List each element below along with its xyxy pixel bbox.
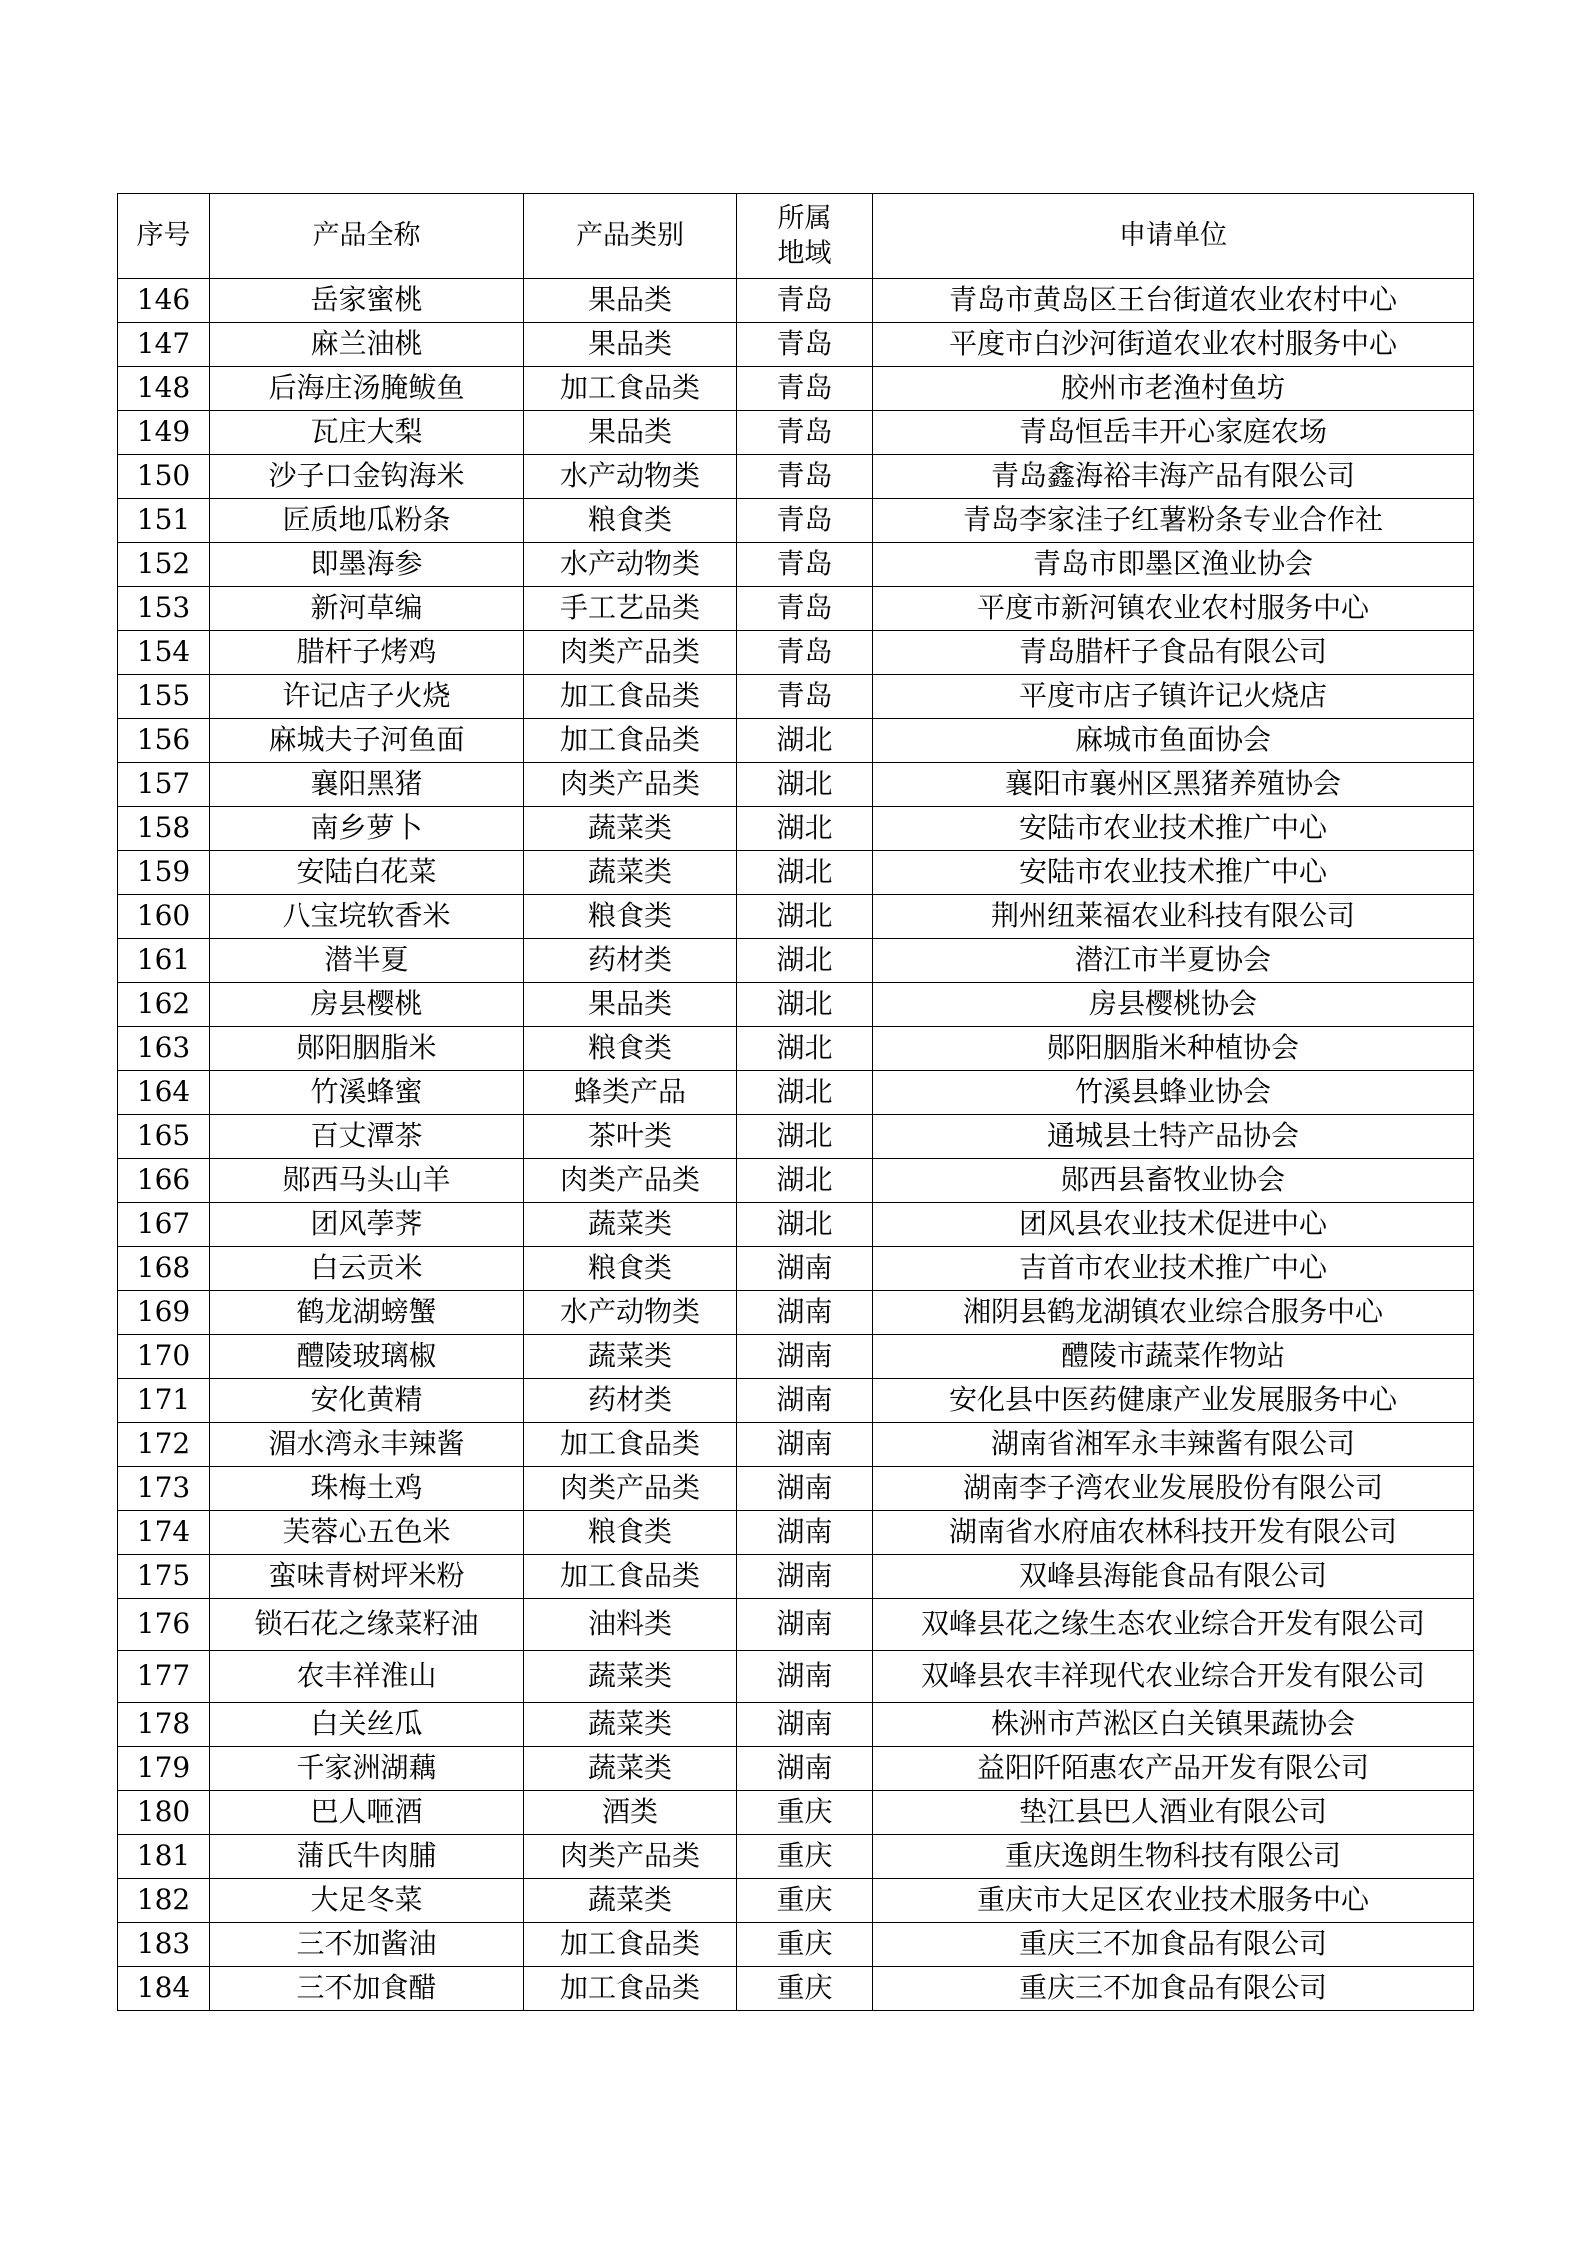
- cell-index: 152: [118, 543, 210, 587]
- cell-index: 150: [118, 455, 210, 499]
- cell-region: 湖北: [737, 1071, 873, 1115]
- cell-applicant: 竹溪县蜂业协会: [873, 1071, 1474, 1115]
- cell-product-name: 腊杆子烤鸡: [210, 631, 524, 675]
- table-body: [118, 279, 1474, 2011]
- table-row: [118, 1467, 1474, 1511]
- cell-product-name: 鹤龙湖螃蟹: [210, 1291, 524, 1335]
- cell-index: 154: [118, 631, 210, 675]
- cell-category: 加工食品类: [524, 1967, 737, 2011]
- table-row: [118, 1511, 1474, 1555]
- table-row: [118, 763, 1474, 807]
- cell-applicant: 青岛腊杆子食品有限公司: [873, 631, 1474, 675]
- cell-applicant: 双峰县花之缘生态农业综合开发有限公司: [873, 1599, 1474, 1651]
- cell-index: 166: [118, 1159, 210, 1203]
- cell-product-name: 白云贡米: [210, 1247, 524, 1291]
- cell-product-name: 白关丝瓜: [210, 1703, 524, 1747]
- cell-applicant: 双峰县海能食品有限公司: [873, 1555, 1474, 1599]
- cell-region: 湖北: [737, 1115, 873, 1159]
- cell-region: 湖南: [737, 1703, 873, 1747]
- cell-applicant: 麻城市鱼面协会: [873, 719, 1474, 763]
- cell-region: 青岛: [737, 631, 873, 675]
- cell-product-name: 瓦庄大梨: [210, 411, 524, 455]
- table-row: [118, 983, 1474, 1027]
- cell-index: 156: [118, 719, 210, 763]
- cell-region: 湖南: [737, 1335, 873, 1379]
- header-region-line-2: 地域: [777, 238, 832, 269]
- table-header: [118, 194, 1474, 279]
- cell-category: 粮食类: [524, 1247, 737, 1291]
- cell-product-name: 麻兰油桃: [210, 323, 524, 367]
- cell-region: 湖南: [737, 1467, 873, 1511]
- cell-index: 159: [118, 851, 210, 895]
- cell-region: 湖北: [737, 851, 873, 895]
- header-row: [118, 194, 1474, 279]
- cell-region: 湖南: [737, 1599, 873, 1651]
- cell-product-name: 农丰祥淮山: [210, 1651, 524, 1703]
- cell-applicant: 郧阳胭脂米种植协会: [873, 1027, 1474, 1071]
- cell-category: 加工食品类: [524, 1423, 737, 1467]
- header-product-name: 产品全称: [210, 194, 524, 279]
- cell-product-name: 岳家蜜桃: [210, 279, 524, 323]
- cell-product-name: 安化黄精: [210, 1379, 524, 1423]
- cell-product-name: 芙蓉心五色米: [210, 1511, 524, 1555]
- cell-region: 青岛: [737, 675, 873, 719]
- cell-category: 蔬菜类: [524, 1651, 737, 1703]
- cell-category: 油料类: [524, 1599, 737, 1651]
- cell-index: 172: [118, 1423, 210, 1467]
- cell-applicant: 团风县农业技术促进中心: [873, 1203, 1474, 1247]
- cell-index: 180: [118, 1791, 210, 1835]
- cell-region: 青岛: [737, 543, 873, 587]
- cell-category: 蜂类产品: [524, 1071, 737, 1115]
- cell-category: 酒类: [524, 1791, 737, 1835]
- table-row: [118, 719, 1474, 763]
- cell-category: 蔬菜类: [524, 1703, 737, 1747]
- cell-region: 青岛: [737, 323, 873, 367]
- cell-applicant: 青岛市即墨区渔业协会: [873, 543, 1474, 587]
- cell-region: 湖南: [737, 1747, 873, 1791]
- cell-product-name: 三不加食醋: [210, 1967, 524, 2011]
- cell-category: 手工艺品类: [524, 587, 737, 631]
- cell-category: 果品类: [524, 279, 737, 323]
- cell-applicant: 安陆市农业技术推广中心: [873, 851, 1474, 895]
- cell-category: 果品类: [524, 323, 737, 367]
- table-row: [118, 1159, 1474, 1203]
- cell-index: 171: [118, 1379, 210, 1423]
- cell-index: 177: [118, 1651, 210, 1703]
- cell-region: 重庆: [737, 1923, 873, 1967]
- header-index: 序号: [118, 194, 210, 279]
- cell-applicant: 湘阴县鹤龙湖镇农业综合服务中心: [873, 1291, 1474, 1335]
- cell-category: 蔬菜类: [524, 1203, 737, 1247]
- cell-index: 164: [118, 1071, 210, 1115]
- cell-index: 163: [118, 1027, 210, 1071]
- cell-region: 青岛: [737, 367, 873, 411]
- cell-product-name: 沙子口金钩海米: [210, 455, 524, 499]
- table-row: [118, 1203, 1474, 1247]
- cell-applicant: 郧西县畜牧业协会: [873, 1159, 1474, 1203]
- cell-index: 168: [118, 1247, 210, 1291]
- product-table: [117, 193, 1474, 2011]
- cell-applicant: 安陆市农业技术推广中心: [873, 807, 1474, 851]
- cell-region: 重庆: [737, 1835, 873, 1879]
- cell-region: 湖北: [737, 983, 873, 1027]
- table-row: [118, 543, 1474, 587]
- cell-category: 肉类产品类: [524, 1159, 737, 1203]
- cell-index: 176: [118, 1599, 210, 1651]
- cell-product-name: 即墨海参: [210, 543, 524, 587]
- cell-index: 155: [118, 675, 210, 719]
- cell-product-name: 匠质地瓜粉条: [210, 499, 524, 543]
- cell-index: 165: [118, 1115, 210, 1159]
- cell-category: 药材类: [524, 939, 737, 983]
- cell-region: 湖南: [737, 1423, 873, 1467]
- cell-applicant: 荆州纽莱福农业科技有限公司: [873, 895, 1474, 939]
- cell-region: 湖南: [737, 1511, 873, 1555]
- cell-product-name: 南乡萝卜: [210, 807, 524, 851]
- cell-applicant: 青岛恒岳丰开心家庭农场: [873, 411, 1474, 455]
- cell-index: 161: [118, 939, 210, 983]
- table-row: [118, 587, 1474, 631]
- cell-region: 湖北: [737, 895, 873, 939]
- cell-index: 181: [118, 1835, 210, 1879]
- cell-index: 178: [118, 1703, 210, 1747]
- header-region: [737, 194, 873, 279]
- cell-product-name: 蒲氏牛肉脯: [210, 1835, 524, 1879]
- cell-category: 药材类: [524, 1379, 737, 1423]
- table-row: [118, 367, 1474, 411]
- cell-index: 182: [118, 1879, 210, 1923]
- cell-product-name: 麻城夫子河鱼面: [210, 719, 524, 763]
- cell-region: 湖南: [737, 1247, 873, 1291]
- cell-product-name: 醴陵玻璃椒: [210, 1335, 524, 1379]
- cell-category: 粮食类: [524, 499, 737, 543]
- cell-product-name: 竹溪蜂蜜: [210, 1071, 524, 1115]
- cell-index: 170: [118, 1335, 210, 1379]
- table-row: [118, 1335, 1474, 1379]
- cell-index: 162: [118, 983, 210, 1027]
- cell-index: 167: [118, 1203, 210, 1247]
- header-region-line-1: 所属: [777, 202, 832, 234]
- cell-index: 157: [118, 763, 210, 807]
- cell-category: 加工食品类: [524, 367, 737, 411]
- cell-applicant: 湖南省湘军永丰辣酱有限公司: [873, 1423, 1474, 1467]
- cell-applicant: 青岛李家洼子红薯粉条专业合作社: [873, 499, 1474, 543]
- cell-region: 湖南: [737, 1379, 873, 1423]
- cell-product-name: 许记店子火烧: [210, 675, 524, 719]
- table-row: [118, 939, 1474, 983]
- cell-index: 174: [118, 1511, 210, 1555]
- header-applicant: 申请单位: [873, 194, 1474, 279]
- cell-index: 184: [118, 1967, 210, 2011]
- table-row: [118, 455, 1474, 499]
- cell-category: 水产动物类: [524, 543, 737, 587]
- cell-region: 青岛: [737, 587, 873, 631]
- table-row: [118, 675, 1474, 719]
- cell-product-name: 安陆白花菜: [210, 851, 524, 895]
- cell-category: 蔬菜类: [524, 1879, 737, 1923]
- cell-category: 肉类产品类: [524, 1467, 737, 1511]
- cell-category: 肉类产品类: [524, 1835, 737, 1879]
- cell-product-name: 珠梅土鸡: [210, 1467, 524, 1511]
- cell-product-name: 大足冬菜: [210, 1879, 524, 1923]
- cell-applicant: 青岛市黄岛区王台街道农业农村中心: [873, 279, 1474, 323]
- cell-region: 青岛: [737, 499, 873, 543]
- cell-product-name: 千家洲湖藕: [210, 1747, 524, 1791]
- cell-applicant: 重庆逸朗生物科技有限公司: [873, 1835, 1474, 1879]
- cell-region: 湖北: [737, 763, 873, 807]
- table-row: [118, 1115, 1474, 1159]
- cell-applicant: 襄阳市襄州区黑猪养殖协会: [873, 763, 1474, 807]
- cell-region: 湖北: [737, 1027, 873, 1071]
- cell-applicant: 平度市店子镇许记火烧店: [873, 675, 1474, 719]
- table-row: [118, 631, 1474, 675]
- header-product-category: 产品类别: [524, 194, 737, 279]
- cell-region: 重庆: [737, 1791, 873, 1835]
- cell-product-name: 百丈潭茶: [210, 1115, 524, 1159]
- cell-category: 水产动物类: [524, 1291, 737, 1335]
- table-row: [118, 1747, 1474, 1791]
- cell-applicant: 双峰县农丰祥现代农业综合开发有限公司: [873, 1651, 1474, 1703]
- table-row: [118, 411, 1474, 455]
- cell-region: 重庆: [737, 1967, 873, 2011]
- table-row: [118, 1879, 1474, 1923]
- cell-region: 湖北: [737, 939, 873, 983]
- cell-category: 粮食类: [524, 895, 737, 939]
- cell-index: 153: [118, 587, 210, 631]
- cell-category: 加工食品类: [524, 1923, 737, 1967]
- table-row: [118, 1967, 1474, 2011]
- table-row: [118, 1247, 1474, 1291]
- cell-applicant: 平度市新河镇农业农村服务中心: [873, 587, 1474, 631]
- cell-product-name: 郧西马头山羊: [210, 1159, 524, 1203]
- cell-region: 湖南: [737, 1555, 873, 1599]
- cell-index: 146: [118, 279, 210, 323]
- cell-region: 青岛: [737, 279, 873, 323]
- cell-product-name: 新河草编: [210, 587, 524, 631]
- cell-applicant: 重庆市大足区农业技术服务中心: [873, 1879, 1474, 1923]
- cell-product-name: 后海庄汤腌鲅鱼: [210, 367, 524, 411]
- cell-product-name: 潜半夏: [210, 939, 524, 983]
- cell-applicant: 株洲市芦淞区白关镇果蔬协会: [873, 1703, 1474, 1747]
- table-row: [118, 1423, 1474, 1467]
- cell-product-name: 郧阳胭脂米: [210, 1027, 524, 1071]
- cell-index: 160: [118, 895, 210, 939]
- cell-index: 175: [118, 1555, 210, 1599]
- cell-product-name: 襄阳黑猪: [210, 763, 524, 807]
- cell-index: 173: [118, 1467, 210, 1511]
- cell-category: 茶叶类: [524, 1115, 737, 1159]
- table-row: [118, 1071, 1474, 1115]
- cell-index: 183: [118, 1923, 210, 1967]
- table-row: [118, 499, 1474, 543]
- cell-region: 湖北: [737, 719, 873, 763]
- cell-category: 果品类: [524, 983, 737, 1027]
- cell-category: 加工食品类: [524, 719, 737, 763]
- cell-applicant: 重庆三不加食品有限公司: [873, 1967, 1474, 2011]
- cell-applicant: 通城县土特产品协会: [873, 1115, 1474, 1159]
- cell-region: 青岛: [737, 455, 873, 499]
- cell-applicant: 醴陵市蔬菜作物站: [873, 1335, 1474, 1379]
- cell-index: 169: [118, 1291, 210, 1335]
- cell-index: 148: [118, 367, 210, 411]
- cell-region: 湖南: [737, 1651, 873, 1703]
- table-row: [118, 1599, 1474, 1651]
- cell-applicant: 湖南李子湾农业发展股份有限公司: [873, 1467, 1474, 1511]
- cell-applicant: 垫江县巴人酒业有限公司: [873, 1791, 1474, 1835]
- cell-category: 水产动物类: [524, 455, 737, 499]
- cell-applicant: 重庆三不加食品有限公司: [873, 1923, 1474, 1967]
- cell-index: 149: [118, 411, 210, 455]
- cell-applicant: 潜江市半夏协会: [873, 939, 1474, 983]
- cell-product-name: 三不加酱油: [210, 1923, 524, 1967]
- cell-applicant: 青岛鑫海裕丰海产品有限公司: [873, 455, 1474, 499]
- cell-index: 147: [118, 323, 210, 367]
- cell-category: 蔬菜类: [524, 851, 737, 895]
- cell-category: 蔬菜类: [524, 1335, 737, 1379]
- table-row: [118, 1703, 1474, 1747]
- cell-category: 肉类产品类: [524, 763, 737, 807]
- table-row: [118, 895, 1474, 939]
- table-row: [118, 323, 1474, 367]
- cell-index: 158: [118, 807, 210, 851]
- table-row: [118, 1379, 1474, 1423]
- cell-category: 加工食品类: [524, 1555, 737, 1599]
- table-row: [118, 1791, 1474, 1835]
- cell-applicant: 安化县中医药健康产业发展服务中心: [873, 1379, 1474, 1423]
- cell-product-name: 蛮味青树坪米粉: [210, 1555, 524, 1599]
- cell-applicant: 湖南省水府庙农林科技开发有限公司: [873, 1511, 1474, 1555]
- cell-region: 湖北: [737, 1159, 873, 1203]
- cell-region: 湖南: [737, 1291, 873, 1335]
- cell-category: 蔬菜类: [524, 807, 737, 851]
- cell-product-name: 团风荸荠: [210, 1203, 524, 1247]
- cell-product-name: 八宝垸软香米: [210, 895, 524, 939]
- cell-category: 粮食类: [524, 1027, 737, 1071]
- cell-category: 加工食品类: [524, 675, 737, 719]
- table-row: [118, 807, 1474, 851]
- cell-category: 肉类产品类: [524, 631, 737, 675]
- cell-applicant: 平度市白沙河街道农业农村服务中心: [873, 323, 1474, 367]
- table-row: [118, 851, 1474, 895]
- table-row: [118, 1555, 1474, 1599]
- table-row: [118, 1291, 1474, 1335]
- cell-product-name: 湄水湾永丰辣酱: [210, 1423, 524, 1467]
- table-row: [118, 279, 1474, 323]
- cell-region: 湖北: [737, 807, 873, 851]
- cell-region: 重庆: [737, 1879, 873, 1923]
- cell-category: 果品类: [524, 411, 737, 455]
- cell-category: 蔬菜类: [524, 1747, 737, 1791]
- cell-index: 151: [118, 499, 210, 543]
- cell-product-name: 巴人咂酒: [210, 1791, 524, 1835]
- cell-index: 179: [118, 1747, 210, 1791]
- cell-applicant: 益阳阡陌惠农产品开发有限公司: [873, 1747, 1474, 1791]
- cell-region: 青岛: [737, 411, 873, 455]
- table-row: [118, 1027, 1474, 1071]
- table-row: [118, 1923, 1474, 1967]
- table-row: [118, 1651, 1474, 1703]
- cell-product-name: 锁石花之缘菜籽油: [210, 1599, 524, 1651]
- table-row: [118, 1835, 1474, 1879]
- cell-category: 粮食类: [524, 1511, 737, 1555]
- cell-applicant: 房县樱桃协会: [873, 983, 1474, 1027]
- cell-applicant: 胶州市老渔村鱼坊: [873, 367, 1474, 411]
- cell-region: 湖北: [737, 1203, 873, 1247]
- cell-product-name: 房县樱桃: [210, 983, 524, 1027]
- cell-applicant: 吉首市农业技术推广中心: [873, 1247, 1474, 1291]
